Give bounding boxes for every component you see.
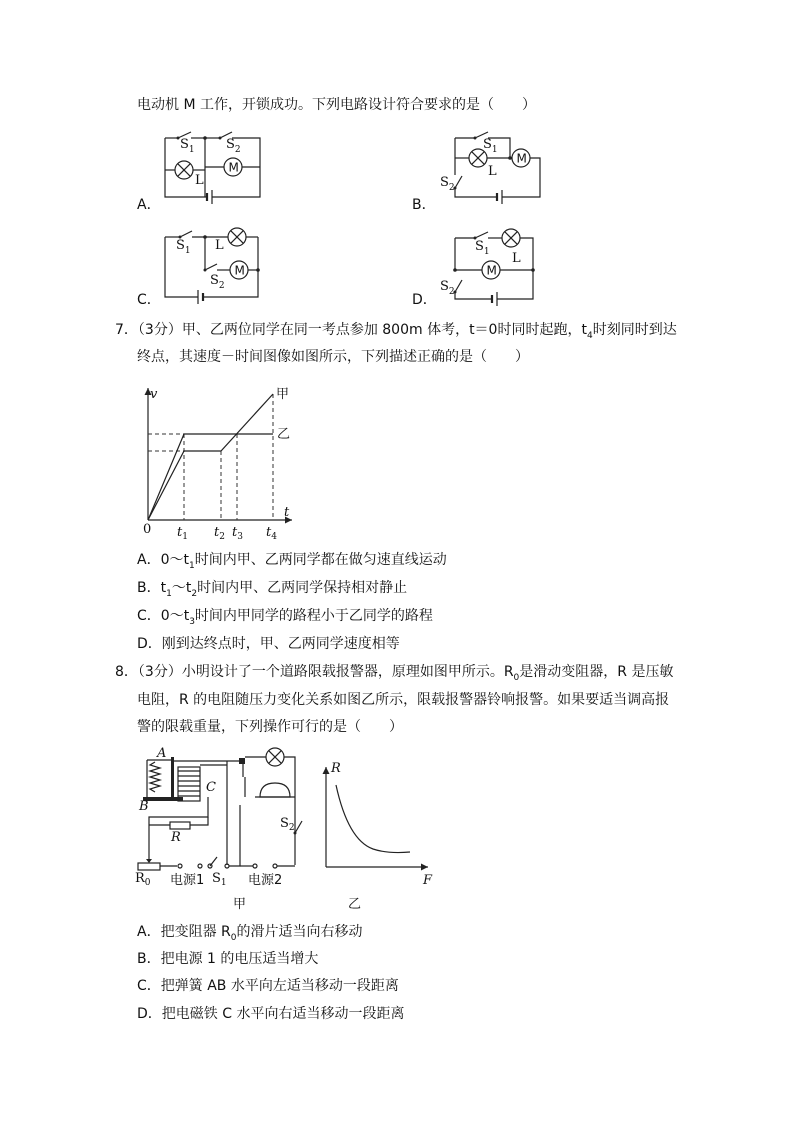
q8-figure-yi <box>318 745 438 915</box>
svg-text:S1: $S_1$ <box>212 871 227 888</box>
q8-option-c: C．把弹簧 AB 水平向左适当移动一段距离 <box>137 978 399 994</box>
q7-option-d: D．刚到达终点时，甲、乙两同学速度相等 <box>137 636 400 652</box>
q7-stem-line2: 终点，其速度－时间图像如图所示，下列描述正确的是（ ） <box>137 349 529 365</box>
series-yi-line <box>148 434 273 520</box>
series-jia-line <box>148 394 273 520</box>
svg-text:t1: $t_1$ <box>177 525 188 542</box>
q6-circuit-b <box>440 120 580 200</box>
q8-stem-line3: 警的限载重量，下列操作可行的是（ ） <box>137 719 403 735</box>
q8-option-d: D．把电磁铁 C 水平向右适当移动一段距离 <box>137 1006 405 1022</box>
q6-stem-tail: 电动机 M 工作，开锁成功。下列电路设计符合要求的是（ ） <box>137 97 536 113</box>
q8-option-b: B．把电源 1 的电压适当增大 <box>137 951 319 967</box>
q6-circuit-c <box>160 222 290 302</box>
legend-yi: 乙 <box>277 427 291 442</box>
q8-figure-jia <box>135 745 315 915</box>
svg-text:t3: $t_3$ <box>232 525 243 542</box>
q8-xaxis-label: F <box>423 873 433 888</box>
q8-label-power2: 电源2 <box>248 873 283 888</box>
svg-text:t2: $t_2$ <box>214 525 225 542</box>
q6-option-d-label: D． <box>412 292 437 308</box>
legend-jia: 甲 <box>276 387 290 402</box>
q8-option-a: A．把变阻器 $R_0$的滑片适当向右移动 <box>137 924 363 943</box>
q8-label-c: C <box>206 780 216 795</box>
q7-option-b: B．$t_1\sim t_2$时间内甲、乙两同学保持相对静止 <box>137 580 408 599</box>
q8-label-power1: 电源1 <box>170 873 205 888</box>
q6-option-a-label: A． <box>137 197 161 213</box>
q8-label-r: R <box>171 830 181 845</box>
q6a-s2: $S_2$ <box>226 137 241 155</box>
q7-vt-graph <box>140 380 310 540</box>
q7-origin: 0 <box>143 522 152 537</box>
q6-option-c-label: C． <box>137 292 161 308</box>
svg-text:S1: $S_1$ <box>176 238 191 256</box>
q8-stem-line2: 电阻，R 的电阻随压力变化关系如图乙所示，限载报警器铃响报警。如果要适当调高报 <box>137 692 670 708</box>
q6-circuit-a <box>160 125 290 205</box>
svg-text:M: M <box>516 151 527 166</box>
svg-text:S2: $S_2$ <box>210 273 225 291</box>
q8-caption-jia: 甲 <box>233 897 247 912</box>
svg-text:L: L <box>215 238 224 253</box>
q7-xlabel: t <box>284 505 290 520</box>
q8-yaxis-label: R <box>331 761 341 776</box>
svg-text:R0: $R_0$ <box>135 871 151 888</box>
q7-ylabel: v <box>150 387 158 402</box>
svg-text:S2: $S_2$ <box>280 816 295 833</box>
svg-text:S2: $S_2$ <box>440 279 455 297</box>
svg-text:M: M <box>486 263 497 278</box>
svg-text:M: M <box>228 160 239 175</box>
svg-text:L: L <box>488 164 497 179</box>
svg-text:t4: $t_4$ <box>266 525 277 542</box>
q8-stem-line1: 8．（3分）小明设计了一个道路限载报警器，原理如图甲所示。$R_0$是滑动变阻器，R 是压敏 <box>115 664 674 683</box>
q8-label-b: B <box>139 799 149 814</box>
svg-text:S1: $S_1$ <box>483 137 498 155</box>
svg-text:S1: $S_1$ <box>475 239 490 257</box>
q8-r-f-curve <box>336 785 410 853</box>
q6a-lamp-label: L <box>195 173 204 188</box>
q8-caption-yi: 乙 <box>348 897 362 912</box>
svg-text:L: L <box>512 251 521 266</box>
q7-option-a: A．$0\sim t_1$时间内甲、乙两同学都在做匀速直线运动 <box>137 552 447 571</box>
q6-circuit-d <box>440 222 580 302</box>
svg-text:M: M <box>234 263 245 278</box>
q7-option-c: C．$0\sim t_3$时间内甲同学的路程小于乙同学的路程 <box>137 608 433 627</box>
q6-option-b-label: B． <box>412 197 436 213</box>
q8-label-a: A <box>157 746 167 761</box>
svg-text:S2: $S_2$ <box>440 175 455 193</box>
q7-stem-line1: 7．（3分）甲、乙两位同学在同一考点参加 800m 体考，t＝0时同时起跑，$t_4$时刻同时到达 <box>115 322 677 341</box>
q6a-s1: $S_1$ <box>180 137 195 155</box>
